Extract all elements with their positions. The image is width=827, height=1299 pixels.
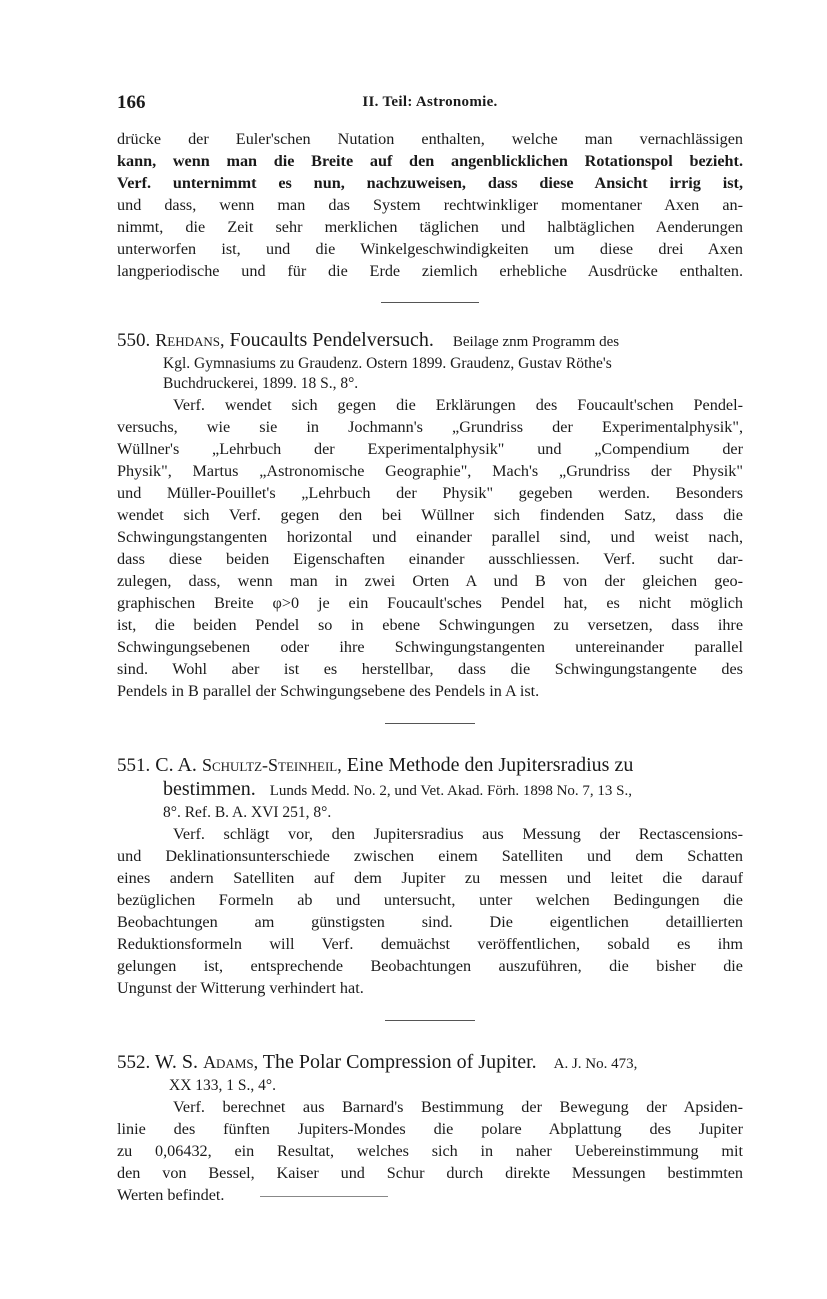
text-line: Verf. unternimmt es nun, nachzuweisen, dass diese Ansicht irrig ist, (117, 174, 743, 192)
text-line: und Müller-Pouillet's „Lehrbuch der Physik" gegeben werden. Besonders (117, 484, 743, 502)
entry-author-initials: W. S. (154, 1051, 199, 1073)
text-line: und dass, wenn man das System rechtwinkliger momentaner Axen an- (117, 196, 743, 214)
page (117, 88, 743, 1206)
entry-author: Schultz-Steinheil, (201, 755, 342, 775)
text-line: Ungunst der Witterung verhindert hat. (117, 979, 364, 997)
bibliography-entry-550 (117, 329, 743, 702)
text-line-content: Werten befindet. (117, 1186, 225, 1204)
text-line: versuchs, wie sie in Jochmann's „Grundriss der Experimentalphysik", (117, 418, 743, 436)
entry-author-initials: C. A. (155, 754, 197, 776)
text-line: bezüglichen Formeln ab und untersucht, unter welchen Bedingungen die (117, 891, 743, 909)
entry-author: Rehdans, (155, 330, 225, 350)
section-divider (385, 723, 475, 724)
entry-source-continuation: 8°. Ref. B. A. XVI 251, 8°. (163, 804, 332, 821)
entry-number: 552. (117, 1052, 151, 1073)
entry-heading (117, 754, 743, 777)
entry-number: 550. (117, 330, 151, 351)
text-line: Verf. wendet sich gegen die Erklärungen des Foucault'schen Pendel- (173, 396, 743, 414)
text-line: zu 0,06432, ein Resultat, welches sich in naher Uebereinstimmung mit (117, 1142, 743, 1160)
text-line: Verf. schlägt vor, den Jupitersradius aus Messung der Rectascensions- (173, 825, 743, 843)
entry-source: Beilage znm Programm des (452, 334, 620, 350)
entry-title: Eine Methode den Jupitersradius zu (346, 754, 634, 776)
text-line: langperiodische und für die Erde ziemlich erhebliche Ausdrücke enthalten. (117, 262, 743, 280)
text-line: sind. Wohl aber ist es herstellbar, dass die Schwingungstangente des (117, 660, 743, 678)
text-line: Wüllner's „Lehrbuch der Experimentalphysik" und „Compendium der (117, 440, 743, 458)
text-line: graphischen Breite φ>0 je ein Foucault'sches Pendel hat, es nicht möglich (117, 594, 743, 612)
text-line: Physik", Martus „Astronomische Geographie", Mach's „Grundriss der Physik" (117, 462, 743, 480)
entry-title-continuation (117, 777, 743, 803)
entry-heading (117, 329, 743, 354)
text-line: drücke der Euler'schen Nutation enthalten, welche man vernachlässigen (117, 130, 743, 148)
entry-source: Lunds Medd. No. 2, und Vet. Akad. Förh. 1898 No. 7, 13 S., (269, 783, 632, 799)
entry-source: A. J. No. 473, (553, 1056, 638, 1072)
entry-heading (117, 1051, 743, 1076)
entry-author: Adams, (203, 1052, 259, 1072)
text-line: den von Bessel, Kaiser und Schur durch direkte Messungen bestimmten (117, 1164, 743, 1182)
text-line: und Deklinationsunterschiede zwischen einem Satelliten und dem Schatten (117, 847, 743, 865)
entry-abstract (117, 1096, 743, 1206)
entry-abstract (117, 394, 743, 702)
text-line: Pendels in B parallel der Schwingungsebene des Pendels in A ist. (117, 682, 540, 700)
entry-title-cont: bestimmen. (163, 778, 256, 800)
end-rule (260, 1196, 388, 1197)
text-line: dass diese beiden Eigenschaften einander ausschliessen. Verf. sucht dar- (117, 550, 743, 568)
text-line: Schwingungstangenten horizontal und einander parallel sind, und weist nach, (117, 528, 743, 546)
entry-source-continuation: Kgl. Gymnasiums zu Graudenz. Ostern 1899. Graudenz, Gustav Röthe's (163, 355, 612, 372)
text-line: kann, wenn man die Breite auf den angenblicklichen Rotationspol bezieht. (117, 152, 743, 170)
page-number: 166 (117, 92, 146, 113)
section-divider (385, 1020, 475, 1021)
running-title: II. Teil: Astronomie. (362, 94, 498, 110)
intro-paragraph (117, 128, 743, 282)
entry-number: 551. (117, 755, 151, 776)
entry-title: Foucaults Pendelversuch. (229, 329, 434, 351)
text-line (117, 1184, 743, 1206)
section-divider (381, 302, 479, 303)
entry-abstract (117, 823, 743, 999)
page-header (117, 88, 743, 128)
text-line: wendet sich Verf. gegen den bei Wüllner sich findenden Satz, dass die (117, 506, 743, 524)
text-line: zulegen, dass, wenn man in zwei Orten A und B von der gleichen geo- (117, 572, 743, 590)
text-line: nimmt, die Zeit sehr merklichen täglichen und halbtäglichen Aenderungen (117, 218, 743, 236)
bibliography-entry-551 (117, 754, 743, 999)
entry-title: The Polar Compression of Jupiter. (262, 1051, 537, 1073)
text-line: ist, die beiden Pendel so in ebene Schwingungen zu versetzen, dass ihre (117, 616, 743, 634)
text-line: Schwingungsebenen oder ihre Schwingungstangenten untereinander parallel (117, 638, 743, 656)
text-line: gelungen ist, entsprechende Beobachtungen auszuführen, die bisher die (117, 957, 743, 975)
entry-source-continuation: Buchdruckerei, 1899. 18 S., 8°. (163, 375, 359, 392)
text-line: eines andern Satelliten auf dem Jupiter zu messen und leitet die darauf (117, 869, 743, 887)
text-line: Beobachtungen am günstigsten sind. Die eigentlichen detaillierten (117, 913, 743, 931)
entry-source-continuation: XX 133, 1 S., 4°. (169, 1077, 276, 1094)
text-line: Reduktionsformeln will Verf. demuächst veröffentlichen, sobald es ihm (117, 935, 743, 953)
bibliography-entry-552 (117, 1051, 743, 1206)
text-line: linie des fünften Jupiters-Mondes die polare Abplattung des Jupiter (117, 1120, 743, 1138)
text-line: Verf. berechnet aus Barnard's Bestimmung der Bewegung der Apsiden- (173, 1098, 743, 1116)
text-line: unterworfen ist, und die Winkelgeschwindigkeiten um diese drei Axen (117, 240, 743, 258)
